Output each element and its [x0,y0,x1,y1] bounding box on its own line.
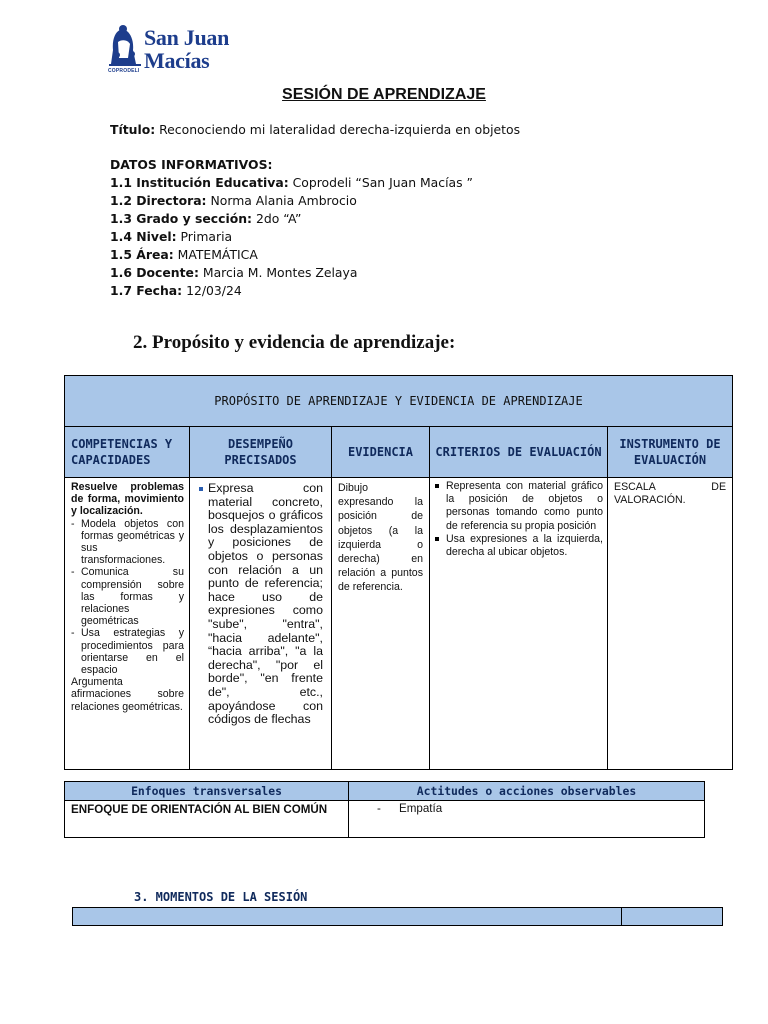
instrumento-word: ESCALA [614,481,656,493]
evidencia-cell: Dibujo expresando la posición de objetos (a la izquierda o derecha) en relación a puntos de referencia. [332,478,430,770]
column-header: COMPETENCIAS Y CAPACIDADES [65,427,190,478]
datos-item: 1.1 Institución Educativa: Coprodeli “San Juan Macías ” [110,175,473,190]
desempeno-cell [190,478,332,770]
competencia-extra: Argumenta afirmaciones sobre relaciones geométricas. [71,676,184,713]
datos-item: 1.7 Fecha: 12/03/24 [110,283,242,298]
column-header: EVIDENCIA [332,427,430,478]
competencias-cell [65,478,190,770]
datos-informativos [110,156,473,300]
enfoque-cell: ENFOQUE DE ORIENTACIÓN AL BIEN COMÚN [65,801,349,838]
column-header: DESEMPEÑO PRECISADOS [190,427,332,478]
competencia-title: Resuelve problemas de forma, movimiento y localización. [71,481,184,518]
section-3-heading: 3. MOMENTOS DE LA SESIÓN [134,890,308,904]
section-2-heading: 2. Propósito y evidencia de aprendizaje: [133,332,456,353]
instrumento-word: DE [711,481,727,493]
actitud-cell [349,801,705,838]
datos-heading: DATOS INFORMATIVOS: [110,157,273,172]
titulo-label: Título: [110,122,156,137]
column-header: Actitudes o acciones observables [349,782,705,801]
enfoques-table [64,781,705,838]
column-header: CRITERIOS DE EVALUACIÓN [430,427,608,478]
desempeno-text: Expresa con material concreto, bosquejos o gráficos los desplazamientos y posiciones de objetos o personas con relación a un punto de referencia; hace uso de expresiones como "sube", "entra", "hacia adelante", “hacia arriba", "a la derecha", "por el borde", "en frente de", etc., apoyándose con códigos de flechas [208,481,323,727]
list-item: - Usa estrategias y procedimientos para orientarse en el espacio [81,627,184,676]
titulo-value: Reconociendo mi lateralidad derecha-izquierda en objetos [159,122,521,137]
list-item: Representa con material gráfico la posición de objetos o personas tomando como punto de referencia su propia posición [446,480,603,532]
capacidades-list [71,518,184,677]
datos-item: 1.6 Docente: Marcia M. Montes Zelaya [110,265,358,280]
datos-item: 1.2 Directora: Norma Alania Ambrocio [110,193,357,208]
instrumento-word: VALORACIÓN. [614,494,686,506]
list-item: - Comunica su comprensión sobre las formas y relaciones geométricas [81,566,184,627]
logo-name-line1: San Juan [144,25,230,50]
school-logo [106,24,236,76]
datos-item: 1.3 Grado y sección: 2do “A” [110,211,302,226]
list-item: - Modela objetos con formas geométricas y sus transformaciones. [81,518,184,567]
logo-tagline: COPRODELI [108,68,140,74]
list-item: Usa expresiones a la izquierda, derecha al ubicar objetos. [446,532,603,559]
proposito-table-header: PROPÓSITO DE APRENDIZAJE Y EVIDENCIA DE APRENDIZAJE [65,376,733,427]
titulo-line [110,121,520,139]
document-title: SESIÓN DE APRENDIZAJE [282,86,486,103]
momentos-table [72,907,723,926]
logo-name-line2: Macías [144,48,210,73]
momentos-header-cell [622,908,723,926]
column-header: INSTRUMENTO DE EVALUACIÓN [608,427,733,478]
dash-bullet: - [377,802,381,815]
datos-item: 1.4 Nivel: Primaria [110,229,233,244]
bullet-square-icon [199,487,203,491]
column-header: Enfoques transversales [65,782,349,801]
instrumento-cell [608,478,733,770]
proposito-table [64,375,733,770]
datos-item: 1.5 Área: MATEMÁTICA [110,247,258,262]
actitud-text: Empatía [399,802,443,815]
momentos-header-cell [73,908,622,926]
friar-emblem-icon [106,24,144,70]
criterios-cell [430,478,608,770]
